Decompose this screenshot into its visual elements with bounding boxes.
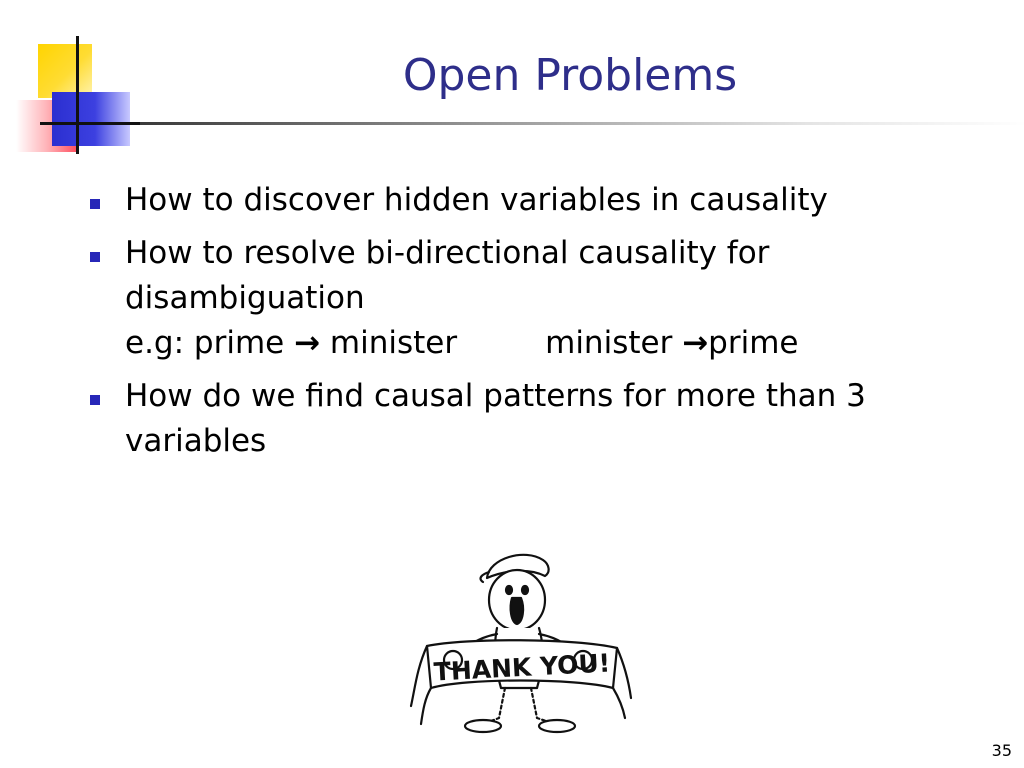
thank-you-clipart-icon — [405, 538, 635, 738]
bullet-item — [88, 374, 988, 464]
example-first-target: minister — [329, 325, 458, 361]
logo-horizontal-line — [40, 122, 140, 125]
slide-title: Open Problems — [402, 50, 738, 101]
bullet-item — [88, 231, 988, 366]
right-arrow-icon: → — [294, 325, 321, 361]
square-bullet-icon — [90, 395, 100, 405]
logo-yellow-square — [38, 44, 92, 98]
example-line — [125, 321, 988, 366]
bullet-text: variables — [125, 423, 267, 459]
logo-blue-square — [52, 92, 130, 146]
title-divider — [140, 122, 1024, 125]
corner-logo-icon — [0, 0, 140, 160]
bullet-item — [88, 178, 988, 223]
example-prefix: e.g: prime — [125, 325, 285, 361]
example-second-source: minister — [545, 325, 673, 361]
bullet-text: disambiguation — [125, 280, 365, 316]
example-second-target: prime — [708, 325, 799, 361]
square-bullet-icon — [90, 252, 100, 262]
bullet-text: How to discover hidden variables in causality — [125, 182, 828, 218]
banner-text: THANK YOU! — [433, 648, 611, 687]
bullet-text: How do we find causal patterns for more than 3 — [125, 378, 866, 414]
right-arrow-icon: → — [682, 325, 709, 361]
bullet-list — [88, 178, 988, 472]
bullet-text: How to resolve bi-directional causality for — [125, 235, 770, 271]
logo-vertical-line — [76, 36, 79, 154]
page-number: 35 — [991, 741, 1012, 760]
square-bullet-icon — [90, 199, 100, 209]
